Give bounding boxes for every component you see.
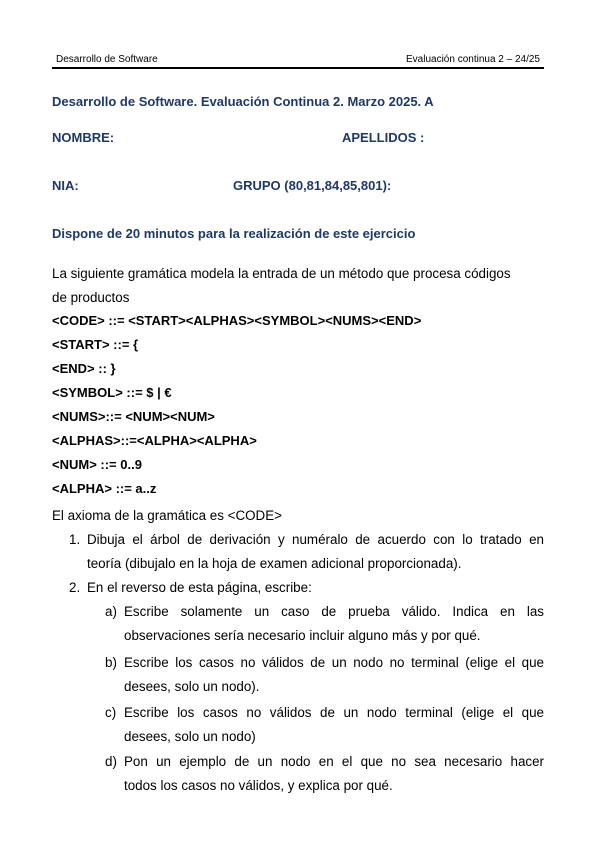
apellidos-label: APELLIDOS : (342, 130, 425, 145)
item-number: 2. (69, 580, 81, 595)
grammar-rule: <CODE> ::= <START><ALPHAS><SYMBOL><NUMS><END> (52, 313, 422, 328)
subitem-text: Escribe los casos no válidos de un nodo no terminal (elige el que (124, 655, 544, 670)
item-text: Dibuja el árbol de derivación y numéralo de acuerdo con lo tratado en (87, 532, 544, 547)
header-right: Evaluación continua 2 – 24/25 (406, 54, 540, 65)
exam-title: Desarrollo de Software. Evaluación Continua 2. Marzo 2025. A (52, 94, 434, 109)
item-number: 1. (69, 532, 81, 547)
subitem-text: desees, solo un nodo). (124, 679, 260, 694)
grammar-rule: <ALPHA> ::= a..z (52, 481, 157, 496)
subitem-text: Escribe los casos no válidos de un nodo terminal (elige el que (124, 705, 544, 720)
subitem-letter: a) (105, 604, 117, 619)
subitem-text: Pon un ejemplo de un nodo en el que no sea necesario hacer (124, 754, 544, 769)
grupo-label: GRUPO (80,81,84,85,801): (233, 178, 392, 193)
time-note: Dispone de 20 minutos para la realización de este ejercicio (52, 226, 416, 241)
subitem-letter: c) (105, 705, 117, 720)
header-left: Desarrollo de Software (56, 54, 158, 65)
grammar-rule: <SYMBOL> ::= $ | € (52, 385, 172, 400)
subitem-text: todos los casos no válidos, y explica por qué. (124, 778, 393, 793)
subitem-text: Escribe solamente un caso de prueba válido. Indica en las (124, 604, 544, 619)
nombre-label: NOMBRE: (52, 130, 115, 145)
item-text: En el reverso de esta página, escribe: (87, 580, 312, 595)
subitem-text: observaciones sería necesario incluir alguno más y por qué. (124, 628, 481, 643)
intro-line-2: de productos (52, 290, 130, 305)
grammar-rule: <START> ::= { (52, 337, 139, 352)
subitem-letter: b) (105, 655, 117, 670)
grammar-rule: <NUM> ::= 0..9 (52, 457, 142, 472)
item-text: teoría (dibujalo en la hoja de examen adicional proporcionada). (87, 556, 462, 571)
subitem-text: desees, solo un nodo) (124, 729, 256, 744)
grammar-rule: <END> :: } (52, 361, 116, 376)
nia-label: NIA: (52, 178, 79, 193)
axiom-text: El axioma de la gramática es <CODE> (52, 508, 282, 523)
intro-line-1: La siguiente gramática modela la entrada de un método que procesa códigos (52, 266, 511, 281)
header-rule (52, 67, 544, 69)
subitem-letter: d) (105, 754, 117, 769)
grammar-rule: <ALPHAS>::=<ALPHA><ALPHA> (52, 433, 257, 448)
grammar-rule: <NUMS>::= <NUM><NUM> (52, 409, 215, 424)
